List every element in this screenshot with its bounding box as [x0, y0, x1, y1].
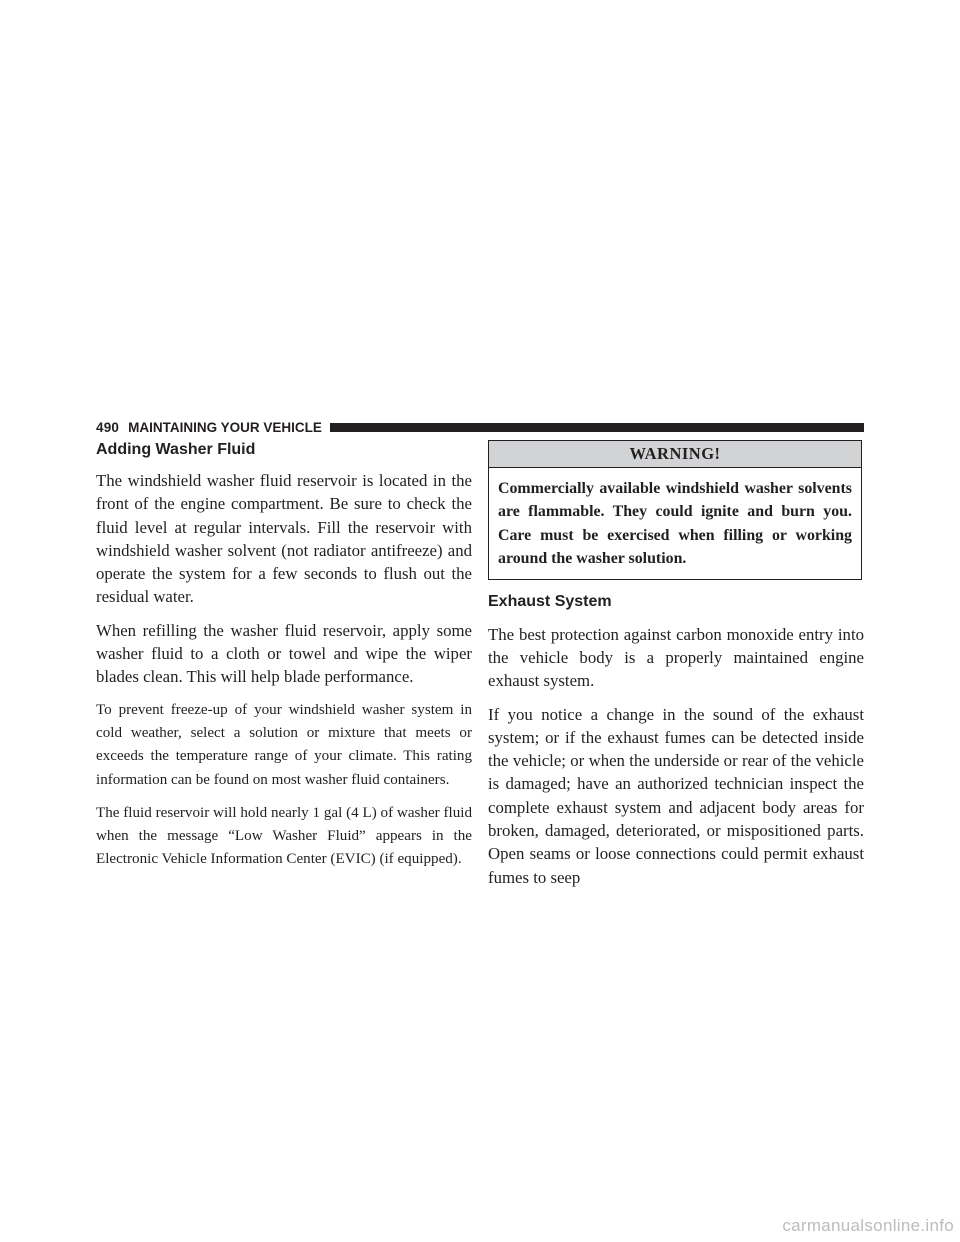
warning-box [488, 440, 862, 580]
section-heading-washer-fluid: Adding Washer Fluid [96, 441, 256, 458]
right-column [488, 440, 864, 889]
paragraph: To prevent freeze-up of your windshield washer system in cold weather, select a solution or mixture that meets or exceeds the temperature range of your climate. This rating information can be found on most washer fluid containers. [96, 701, 472, 788]
warning-title: WARNING! [489, 441, 861, 468]
paragraph: The windshield washer fluid reservoir is located in the front of the engine compartment. Be sure to check the fluid level at regular intervals. Fill the reservoir with windshield washer solvent (not radiator antifreeze) and operate the system for a few seconds to flush out the residual water. [96, 471, 472, 607]
section-heading-exhaust-system: Exhaust System [488, 592, 612, 610]
paragraph: The best protection against carbon monoxide entry into the vehicle body is a properly maintained engine exhaust system. [488, 624, 864, 691]
warning-text: Commercially available windshield washer solvents are flammable. They could ignite and burn you. Care must be exercised when filling or working around the washer solution. [498, 480, 852, 568]
paragraph: The fluid reservoir will hold nearly 1 gal (4 L) of washer fluid when the message “Low Washer Fluid” appears in the Electronic Vehicle Information Center (EVIC) (if equipped). [96, 804, 472, 868]
watermark: carmanualsonline.info [782, 1216, 954, 1235]
left-column [96, 440, 472, 872]
section-title: MAINTAINING YOUR VEHICLE [128, 419, 322, 435]
header-rule [330, 423, 864, 432]
page-number: 490 [96, 419, 120, 435]
paragraph: When refilling the washer fluid reservoir, apply some washer fluid to a cloth or towel and wipe the wiper blades clean. This will help blade performance. [96, 620, 472, 687]
paragraph: If you notice a change in the sound of the exhaust system; or if the exhaust fumes can be detected inside the vehicle; or when the underside or rear of the vehicle is damaged; have an authorized technician inspect the complete exhaust system and adjacent body areas for broken, damaged, deteriorated, or mispositioned parts. Open seams or loose connections could permit exhaust fumes to seep [488, 704, 864, 887]
running-header [96, 418, 864, 436]
